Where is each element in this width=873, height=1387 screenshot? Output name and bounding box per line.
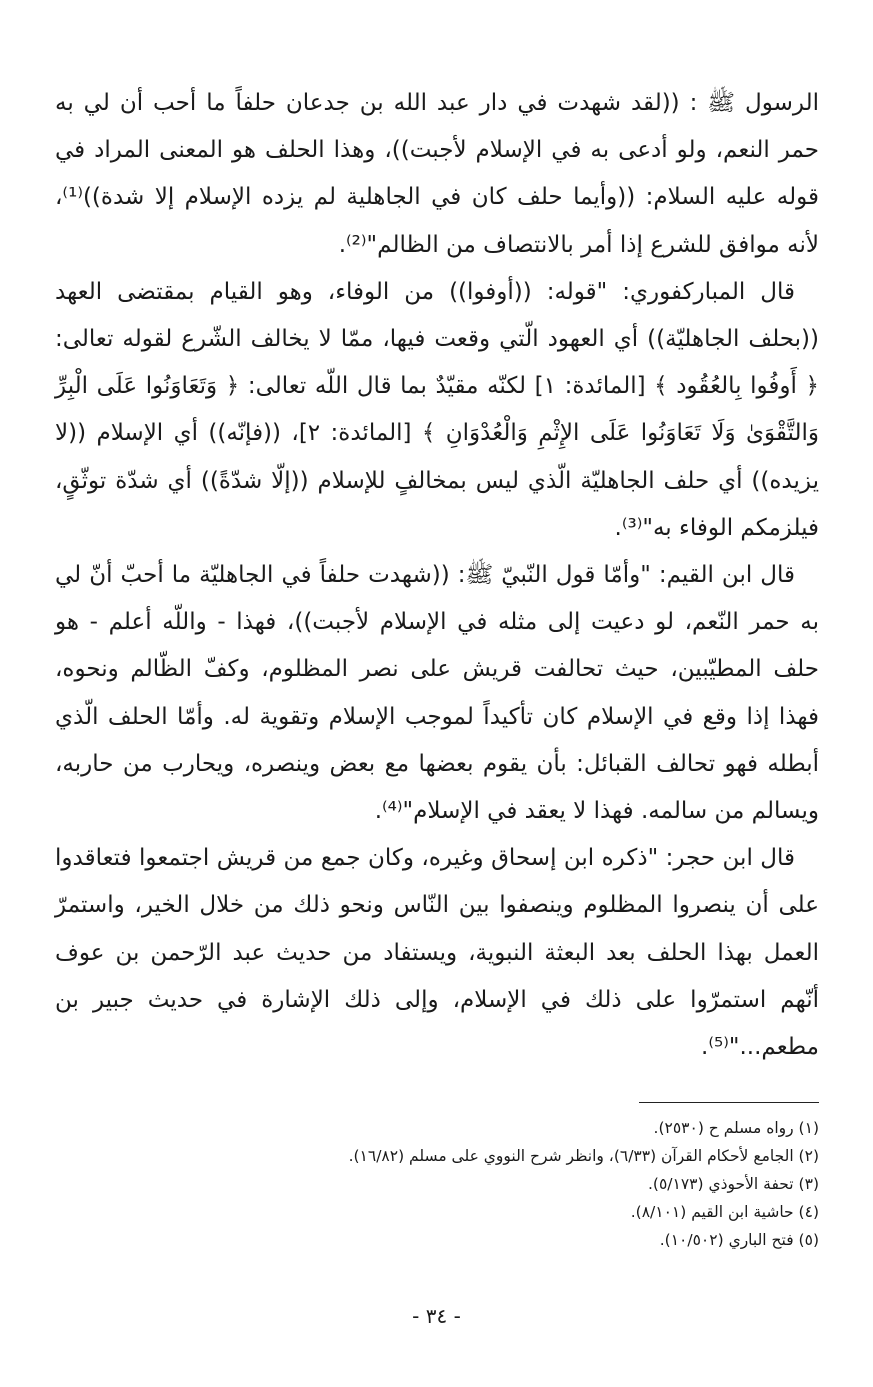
footnote-2: (٢) الجامع لأحكام القرآن (٦/٣٣)، وانظر شرح النووي على مسلم (١٦/٨٢). xyxy=(348,1147,819,1165)
main-text xyxy=(55,80,819,1071)
footnote-4: (٤) حاشية ابن القيم (٨/١٠١). xyxy=(630,1203,819,1221)
footnotes xyxy=(55,1114,819,1254)
page-number: - ٣٤ - xyxy=(412,1304,461,1328)
paragraph-1: الرسول ﷺ : ((لقد شهدت في دار عبد الله بن جدعان حلفاً ما أحب أن لي به حمر النعم، ولو أدعى به في الإسلام لأجبت))، وهذا الحلف هو المعنى المراد في قوله عليه السلام: ((وأيما حلف كان في الجاهلية لم يزده الإسلام إلا شدة))⁽¹⁾، لأنه موافق للشرع إذا أمر بالانتصاف من الظالم"⁽²⁾. xyxy=(55,90,819,258)
paragraph-4: قال ابن حجر: "ذكره ابن إسحاق وغيره، وكان جمع من قريش اجتمعوا فتعاقدوا على أن ينصروا المظلوم وينصفوا بين النّاس ونحو ذلك من خلال الخير، واستمرّ العمل بهذا الحلف بعد البعثة النبوية، ويستفاد من حديث عبد الرّحمن بن عوف أنّهم استمرّوا على ذلك في الإسلام، وإلى ذلك الإشارة في حديث جبير بن مطعم..."⁽⁵⁾. xyxy=(55,845,819,1061)
footnote-5: (٥) فتح الباري (١٠/٥٠٢). xyxy=(659,1231,819,1249)
footnote-3: (٣) تحفة الأحوذي (٥/١٧٣). xyxy=(647,1175,819,1193)
paragraph-2: قال المباركفوري: "قوله: ((أوفوا)) من الوفاء، وهو القيام بمقتضى العهد ((بحلف الجاهليّة)) أي العهود الّتي وقعت فيها، ممّا لا يخالف الشّرع لقوله تعالى: ﴿ أَوفُوا بِالعُقُود ﴾ [المائدة: ١] لكنّه مقيّدٌ بما قال اللّه تعالى: ﴿ وَتَعَاوَنُوا عَلَى الْبِرِّ وَالتَّقْوَىٰ وَلَا تَعَاوَنُوا عَلَى الإِثْمِ وَالْعُدْوَانِ ﴾ [المائدة: ٢]، ((فإنّه)) أي الإسلام ((لا يزيده)) أي حلف الجاهليّة الّذي ليس بمخالفٍ للإسلام ((إلّا شدّةً)) أي شدّة توثّقٍ، فيلزمكم الوفاء به"⁽³⁾. xyxy=(55,278,819,541)
paragraph-3: قال ابن القيم: "وأمّا قول النّبيّ ﷺ: ((شهدت حلفاً في الجاهليّة ما أحبّ أنّ لي به حمر النّعم، لو دعيت إلى مثله في الإسلام لأجبت))، فهذا - واللّه أعلم - هو حلف المطيّبين، حيث تحالفت قريش على نصر المظلوم، وكفّ الظّالم ونحوه، فهذا إذا وقع في الإسلام كان تأكيداً لموجب الإسلام وتقوية له. وأمّا الحلف الّذي أبطله فهو تحالف القبائل: بأن يقوم بعضها مع بعض وينصره، ويحارب من حاربه، ويسالم من سالمه. فهذا لا يعقد في الإسلام"⁽⁴⁾. xyxy=(55,562,819,825)
footnote-separator xyxy=(639,1102,819,1103)
footnote-1: (١) رواه مسلم ح (٢٥٣٠). xyxy=(653,1119,819,1137)
